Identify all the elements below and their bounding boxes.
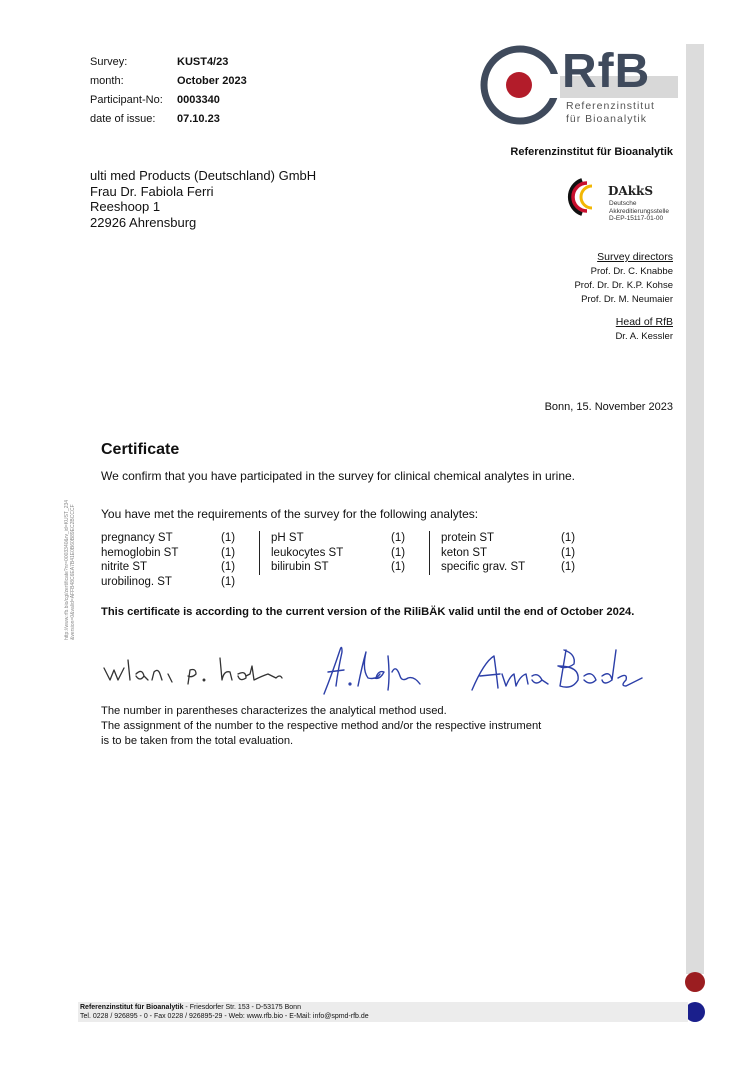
footer-contact: Tel. 0228 / 926895 - 0 - Fax 0228 / 926895-29 - Web: www.rfb.bio - E-Mail: info@spmd-rfb.de (80, 1012, 369, 1020)
survey-value: KUST4/23 (177, 56, 229, 68)
logo-subtitle-line2: für Bioanalytik (566, 113, 647, 125)
dakks-details (609, 200, 669, 223)
institute-name: Referenzinstitut für Bioanalytik (510, 146, 673, 158)
analyte-method: (1) (561, 561, 576, 573)
analytes-table (101, 531, 591, 588)
analyte-item (271, 546, 429, 561)
analyte-method: (1) (391, 532, 406, 544)
analyte-name: urobilinog. ST (101, 575, 172, 588)
month-label: month: (90, 75, 124, 87)
footer-address: - Friesdorfer Str. 153 - D-53175 Bonn (183, 1004, 301, 1011)
dakks-line1: Deutsche (609, 200, 637, 207)
head-of-rfb-heading: Head of RfB (615, 316, 673, 328)
validity-statement: This certificate is according to the current version of the RiliBÄK valid until the end of October 2024. (101, 606, 635, 618)
verification-url (64, 500, 76, 640)
analyte-name: protein ST (441, 532, 495, 544)
analyte-item (101, 546, 259, 561)
verification-url-line2: &version=0&valid=AFFB48C6EA7B41E0B60B89EC2BCCCF (70, 504, 76, 640)
analyte-item (441, 560, 591, 575)
director-name: Prof. Dr. C. Knabbe (590, 266, 673, 277)
recipient-address (90, 168, 316, 230)
analyte-name: hemoglobin ST (101, 546, 179, 559)
recipient-city: 22926 Ahrensburg (90, 214, 197, 230)
signature-kohse (104, 658, 282, 684)
analyte-name: nitrite ST (101, 561, 148, 573)
recipient-person: Frau Dr. Fabiola Ferri (90, 183, 214, 199)
analyte-item (441, 531, 591, 546)
analyte-name: pregnancy ST (101, 532, 173, 544)
analyte-method: (1) (221, 575, 236, 588)
analyte-item (101, 531, 259, 546)
signatures (96, 636, 646, 696)
logo-text: RfB (562, 45, 651, 98)
certificate-title: Certificate (101, 441, 180, 458)
red-dot-decor (685, 972, 705, 992)
requirements-text: You have met the requirements of the survey for the following analytes: (101, 507, 479, 521)
analytes-column (101, 531, 260, 588)
signature-bode (472, 650, 642, 690)
analyte-item (271, 560, 429, 575)
analyte-method: (1) (221, 532, 236, 544)
analyte-method: (1) (391, 561, 406, 573)
dakks-line3: D-EP-15117-01-00 (609, 215, 664, 222)
note-line: is to be taken from the total evaluation. (101, 735, 294, 747)
analyte-item (441, 546, 591, 561)
logo-dot (506, 72, 532, 98)
month-value: October 2023 (177, 75, 247, 87)
directors-block (440, 250, 673, 344)
analytes-column (430, 531, 591, 575)
analyte-name: leukocytes ST (271, 546, 344, 559)
analyte-method: (1) (561, 546, 576, 559)
footer (80, 1004, 369, 1021)
survey-label: Survey: (90, 56, 128, 68)
blue-dot-decor (685, 1002, 705, 1022)
footer-institute: Referenzinstitut für Bioanalytik (80, 1004, 184, 1011)
issue-date-label: date of issue: (90, 113, 156, 125)
head-of-rfb-name: Dr. A. Kessler (615, 331, 673, 342)
director-name: Prof. Dr. Dr. K.P. Kohse (574, 280, 673, 291)
participant-value: 0003340 (177, 94, 220, 106)
analyte-name: pH ST (271, 532, 304, 544)
note-line: The number in parentheses characterizes the analytical method used. (101, 705, 447, 717)
dakks-name: DAkkS (608, 184, 654, 198)
analyte-method: (1) (561, 532, 576, 544)
analyte-item (271, 531, 429, 546)
director-name: Prof. Dr. M. Neumaier (581, 294, 673, 305)
logo-subtitle (566, 100, 655, 126)
signature-kessler (324, 647, 420, 694)
dakks-line2: Akkreditierungsstelle (609, 207, 669, 215)
analyte-name: specific grav. ST (441, 561, 526, 573)
recipient-company: ulti med Products (Deutschland) GmbH (90, 168, 317, 183)
side-decor-bar (686, 44, 704, 974)
analyte-method: (1) (391, 546, 406, 559)
survey-info (90, 53, 247, 129)
participant-label: Participant-No: (90, 94, 163, 106)
date-place: Bonn, 15. November 2023 (544, 401, 673, 413)
confirmation-text: We confirm that you have participated in the survey for clinical chemical analytes in urine. (101, 469, 576, 483)
analyte-item (101, 575, 259, 590)
analyte-method: (1) (221, 561, 236, 573)
analyte-item (101, 560, 259, 575)
note-line: The assignment of the number to the respective method and/or the respective instrument (101, 720, 542, 732)
survey-directors-heading: Survey directors (597, 251, 673, 263)
method-notes (101, 704, 541, 749)
analyte-name: keton ST (441, 546, 488, 559)
analytes-column (260, 531, 430, 575)
verification-url-line1: http://www.rfb.bio/cgi/zertificate?nr=0003340&rv_id=KUST_234 (64, 499, 70, 640)
analyte-name: bilirubin ST (271, 561, 329, 573)
issue-date-value: 07.10.23 (177, 113, 220, 125)
analyte-method: (1) (221, 546, 236, 559)
logo-subtitle-line1: Referenzinstitut (566, 100, 655, 112)
recipient-street: Reeshoop 1 (90, 199, 161, 214)
